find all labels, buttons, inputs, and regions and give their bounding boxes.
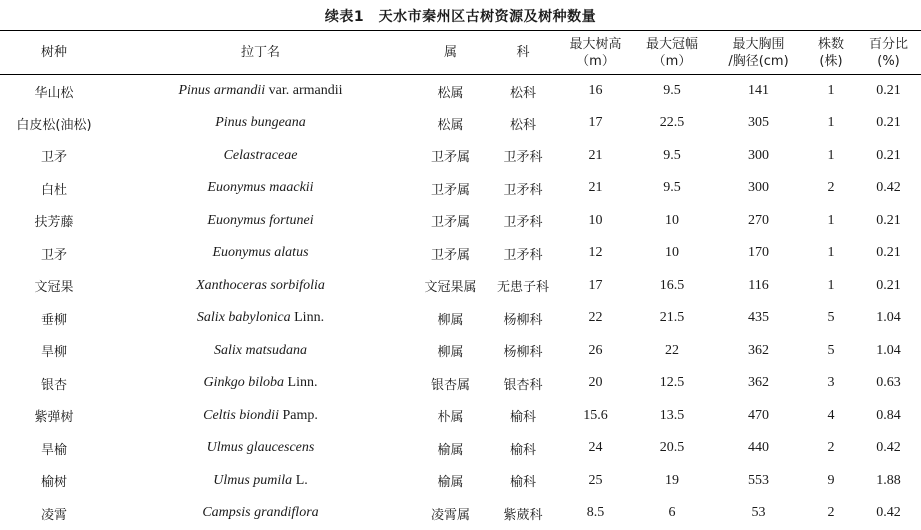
cell-genus: 卫矛属 — [430, 150, 470, 166]
header-family: 科 — [516, 45, 530, 60]
cell-count: 1 — [827, 277, 835, 293]
cell-crown: 20.5 — [659, 440, 685, 456]
cell-genus: 卫矛属 — [430, 247, 470, 263]
cell-species: 卫矛 — [40, 150, 67, 166]
cell-girth: 300 — [748, 180, 769, 196]
cell-girth: 116 — [748, 277, 769, 293]
cell-latin: Ginkgo biloba Linn. — [203, 375, 318, 391]
cell-crown: 13.5 — [659, 407, 685, 423]
cell-species: 卫矛 — [40, 247, 67, 263]
cell-family: 卫矛科 — [503, 150, 543, 166]
cell-count: 2 — [827, 440, 835, 456]
cell-species: 紫弹树 — [34, 410, 74, 426]
cell-species: 垂柳 — [40, 312, 67, 328]
cell-girth: 170 — [748, 245, 769, 261]
cell-percent: 0.42 — [876, 440, 901, 456]
table-row — [0, 432, 921, 465]
cell-height: 12 — [588, 245, 603, 261]
cell-latin: Euonymus alatus — [212, 245, 309, 261]
cell-girth: 435 — [748, 310, 769, 326]
cell-count: 5 — [827, 342, 835, 358]
cell-percent: 0.21 — [876, 245, 901, 261]
cell-latin: Celastraceae — [223, 147, 298, 163]
cell-latin: Campsis grandiflora — [202, 505, 319, 521]
cell-girth: 440 — [748, 440, 769, 456]
cell-crown: 9.5 — [663, 83, 681, 98]
header-crown: 最大冠幅 （m） — [645, 36, 698, 69]
table-row — [0, 367, 921, 400]
cell-percent: 0.42 — [876, 505, 901, 521]
cell-latin: Ulmus pumila L. — [213, 472, 308, 488]
cell-height: 10 — [588, 212, 603, 228]
cell-species: 凌霄 — [40, 507, 67, 523]
cell-height: 22 — [588, 310, 603, 326]
table-row — [0, 237, 921, 270]
table-row — [0, 302, 921, 335]
cell-genus: 榆属 — [437, 442, 464, 458]
cell-percent: 0.21 — [876, 147, 901, 163]
table-row — [0, 335, 921, 368]
cell-family: 卫矛科 — [503, 215, 543, 231]
cell-percent: 0.21 — [876, 212, 901, 228]
cell-crown: 9.5 — [663, 147, 681, 163]
cell-girth: 141 — [748, 83, 769, 98]
cell-percent: 1.88 — [876, 472, 901, 488]
cell-latin: Pinus armandii var. armandii — [178, 83, 343, 98]
cell-girth: 470 — [748, 407, 769, 423]
cell-crown: 22.5 — [659, 115, 685, 131]
cell-percent: 0.21 — [876, 115, 901, 131]
cell-crown: 21.5 — [659, 310, 685, 326]
cell-height: 24 — [588, 440, 603, 456]
cell-crown: 10 — [665, 212, 679, 228]
cell-crown: 22 — [665, 342, 679, 358]
cell-girth: 362 — [748, 375, 769, 391]
cell-species: 文冠果 — [34, 280, 74, 296]
cell-count: 1 — [827, 212, 835, 228]
table-row — [0, 75, 921, 108]
cell-genus: 柳属 — [437, 345, 464, 361]
cell-count: 1 — [827, 245, 835, 261]
cell-height: 16 — [588, 83, 603, 98]
cell-count: 4 — [827, 407, 835, 423]
cell-species: 白皮松(油松) — [16, 117, 92, 133]
cell-family: 榆科 — [509, 410, 536, 426]
header-count: 株数 (株) — [817, 36, 844, 69]
cell-crown: 16.5 — [659, 277, 685, 293]
cell-girth: 553 — [748, 472, 769, 488]
cell-latin: Ulmus glaucescens — [206, 440, 315, 456]
cell-percent: 0.84 — [876, 407, 901, 423]
cell-genus: 卫矛属 — [430, 215, 470, 231]
cell-species: 旱柳 — [40, 345, 67, 361]
cell-girth: 362 — [748, 342, 769, 358]
cell-count: 3 — [827, 375, 835, 391]
cell-genus: 凌霄属 — [430, 507, 470, 523]
cell-species: 扶芳藤 — [34, 215, 74, 231]
cell-genus: 松属 — [437, 85, 464, 101]
cell-latin: Pinus bungeana — [215, 115, 306, 131]
table-row — [0, 465, 921, 498]
header-latin: 拉丁名 — [240, 45, 280, 60]
cell-height: 21 — [588, 180, 603, 196]
table-row — [0, 270, 921, 303]
cell-height: 8.5 — [586, 505, 605, 521]
cell-latin: Xanthoceras sorbifolia — [196, 277, 325, 293]
cell-family: 银杏科 — [503, 377, 543, 393]
cell-genus: 卫矛属 — [430, 182, 470, 198]
cell-girth: 270 — [748, 212, 769, 228]
cell-species: 华山松 — [34, 85, 74, 101]
cell-species: 旱榆 — [40, 442, 67, 458]
cell-crown: 6 — [668, 505, 676, 521]
cell-height: 20 — [588, 375, 603, 391]
cell-species: 榆树 — [40, 475, 67, 491]
cell-percent: 0.21 — [876, 83, 901, 98]
table-caption: 续表1 天水市秦州区古树资源及树种数量 — [324, 9, 597, 25]
table-row — [0, 140, 921, 173]
cell-latin: Euonymus maackii — [207, 180, 314, 196]
cell-count: 5 — [827, 310, 835, 326]
cell-family: 榆科 — [509, 442, 536, 458]
cell-latin: Celtis biondii Pamp. — [203, 407, 318, 423]
cell-latin: Salix matsudana — [214, 342, 307, 358]
table-body — [0, 75, 921, 530]
cell-genus: 文冠果属 — [424, 280, 477, 296]
cell-species: 白杜 — [40, 182, 67, 198]
cell-species: 银杏 — [40, 377, 67, 393]
cell-genus: 柳属 — [437, 312, 464, 328]
header-genus: 属 — [443, 45, 457, 60]
cell-crown: 12.5 — [659, 375, 685, 391]
tree-species-table — [0, 30, 921, 530]
cell-family: 杨柳科 — [503, 312, 543, 328]
table-row — [0, 205, 921, 238]
cell-girth: 305 — [748, 115, 769, 131]
header-row — [0, 31, 921, 75]
cell-percent: 0.42 — [876, 180, 901, 196]
cell-family: 无患子科 — [496, 280, 549, 296]
cell-count: 9 — [827, 472, 835, 488]
header-species: 树种 — [40, 45, 67, 60]
cell-percent: 0.21 — [876, 277, 901, 293]
cell-count: 1 — [827, 115, 835, 131]
table-header — [0, 31, 921, 75]
cell-family: 卫矛科 — [503, 182, 543, 198]
cell-girth: 53 — [751, 505, 766, 521]
cell-height: 17 — [588, 115, 603, 131]
table-row — [0, 107, 921, 140]
cell-count: 2 — [827, 180, 835, 196]
cell-family: 榆科 — [509, 475, 536, 491]
table-row — [0, 400, 921, 433]
cell-family: 杨柳科 — [503, 345, 543, 361]
cell-crown: 19 — [665, 472, 679, 488]
cell-family: 松科 — [509, 117, 536, 133]
cell-crown: 9.5 — [663, 180, 681, 196]
cell-girth: 300 — [748, 147, 769, 163]
cell-latin: Euonymus fortunei — [207, 212, 314, 228]
cell-height: 21 — [588, 147, 603, 163]
cell-latin: Salix babylonica Linn. — [196, 310, 325, 326]
header-percent: 百分比 (%) — [868, 36, 908, 69]
cell-percent: 0.63 — [876, 375, 901, 391]
cell-family: 紫葳科 — [503, 507, 543, 523]
header-girth: 最大胸围 /胸径(cm) — [728, 36, 789, 69]
cell-genus: 榆属 — [437, 475, 464, 491]
cell-count: 1 — [827, 147, 835, 163]
table-row — [0, 497, 921, 530]
header-height: 最大树高 （m） — [569, 36, 622, 69]
cell-height: 15.6 — [583, 407, 608, 423]
cell-count: 1 — [827, 83, 835, 98]
cell-genus: 松属 — [437, 117, 464, 133]
cell-percent: 1.04 — [876, 342, 901, 358]
cell-height: 25 — [588, 472, 603, 488]
cell-genus: 银杏属 — [430, 377, 470, 393]
cell-percent: 1.04 — [876, 310, 901, 326]
cell-family: 松科 — [509, 85, 536, 101]
cell-count: 2 — [827, 505, 835, 521]
cell-genus: 朴属 — [437, 410, 464, 426]
cell-family: 卫矛科 — [503, 247, 543, 263]
table-row — [0, 172, 921, 205]
cell-crown: 10 — [665, 245, 679, 261]
cell-height: 26 — [588, 342, 603, 358]
cell-height: 17 — [588, 277, 603, 293]
